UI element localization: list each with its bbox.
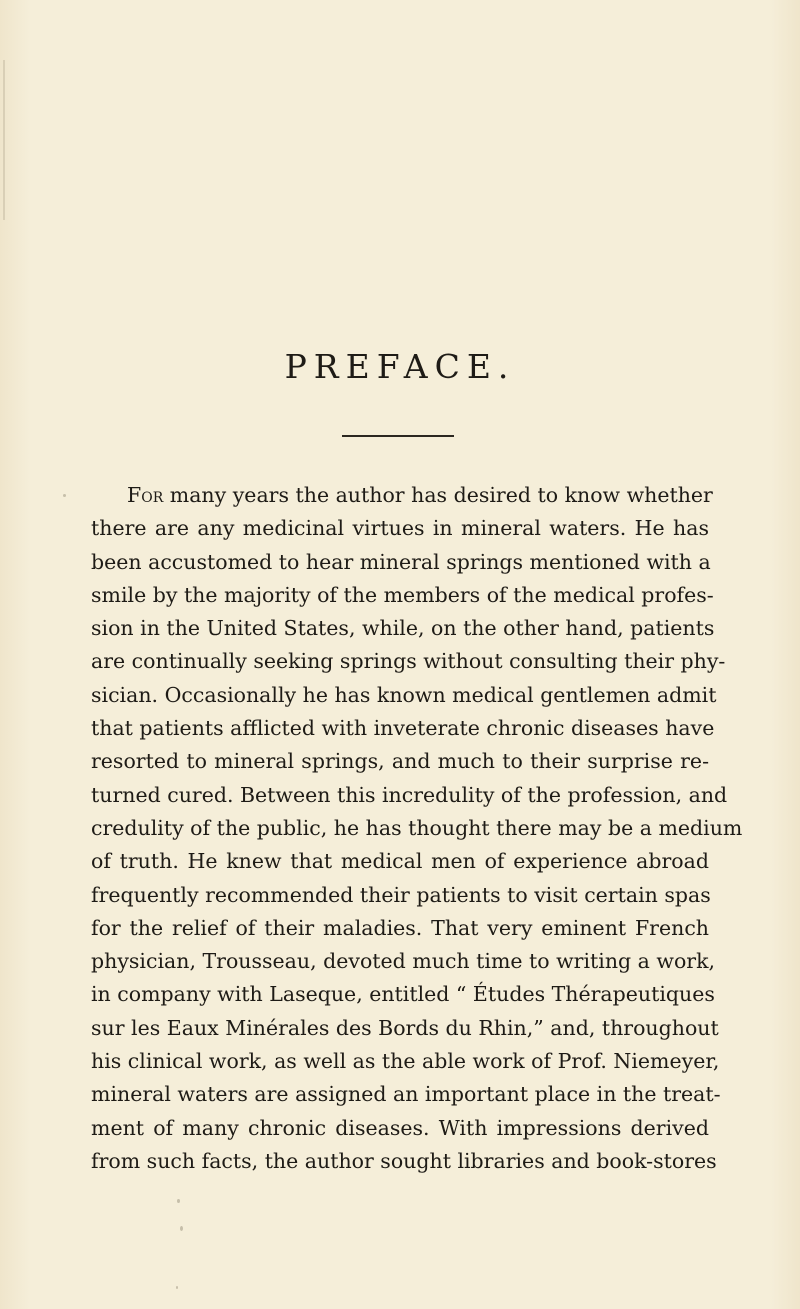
body-line: are continually seeking springs without consulting their phy- xyxy=(91,649,726,674)
body-line: been accustomed to hear mineral springs mentioned with a xyxy=(91,549,711,574)
body-line-text: many years the author has desired to know whether xyxy=(163,483,713,507)
body-line: credulity of the public, he has thought there may be a medium xyxy=(91,815,743,840)
preface-body xyxy=(91,479,743,1178)
binding-edge xyxy=(3,60,5,220)
body-line: sion in the United States, while, on the other hand, patients xyxy=(91,616,715,641)
body-line: there are any medicinal virtues in mineral waters. He has xyxy=(91,516,709,541)
body-line: in company with Laseque, entitled “ Études Thérapeutiques xyxy=(91,982,715,1007)
body-line: resorted to mineral springs, and much to their surprise re- xyxy=(91,749,709,774)
paper-speck xyxy=(180,1226,183,1231)
paper-speck xyxy=(63,494,66,497)
body-line: turned cured. Between this incredulity of the profession, and xyxy=(91,782,728,807)
title-rule xyxy=(342,435,454,437)
body-line: sician. Occasionally he has known medical gentlemen admit xyxy=(91,682,717,707)
body-line: that patients afflicted with inveterate chronic diseases have xyxy=(91,716,715,741)
body-line: his clinical work, as well as the able work of Prof. Niemeyer, xyxy=(91,1049,720,1074)
first-word: For xyxy=(127,483,164,507)
paper-speck xyxy=(177,1199,180,1203)
body-line xyxy=(91,479,713,512)
body-line: sur les Eaux Minérales des Bords du Rhin,” and, throughout xyxy=(91,1015,719,1040)
page-title: PREFACE. xyxy=(284,347,516,386)
paper-speck xyxy=(176,1286,178,1289)
body-line: frequently recommended their patients to visit certain spas xyxy=(91,882,711,907)
body-line: from such facts, the author sought libraries and book-stores xyxy=(91,1148,717,1173)
body-line: ment of many chronic diseases. With impressions derived xyxy=(91,1115,709,1140)
body-line: physician, Trousseau, devoted much time to writing a work, xyxy=(91,949,716,974)
body-line: of truth. He knew that medical men of experience abroad xyxy=(91,849,709,874)
body-line: smile by the majority of the members of the medical profes- xyxy=(91,582,714,607)
body-line: for the relief of their maladies. That very eminent French xyxy=(91,915,709,940)
body-line: mineral waters are assigned an important place in the treat- xyxy=(91,1082,721,1107)
